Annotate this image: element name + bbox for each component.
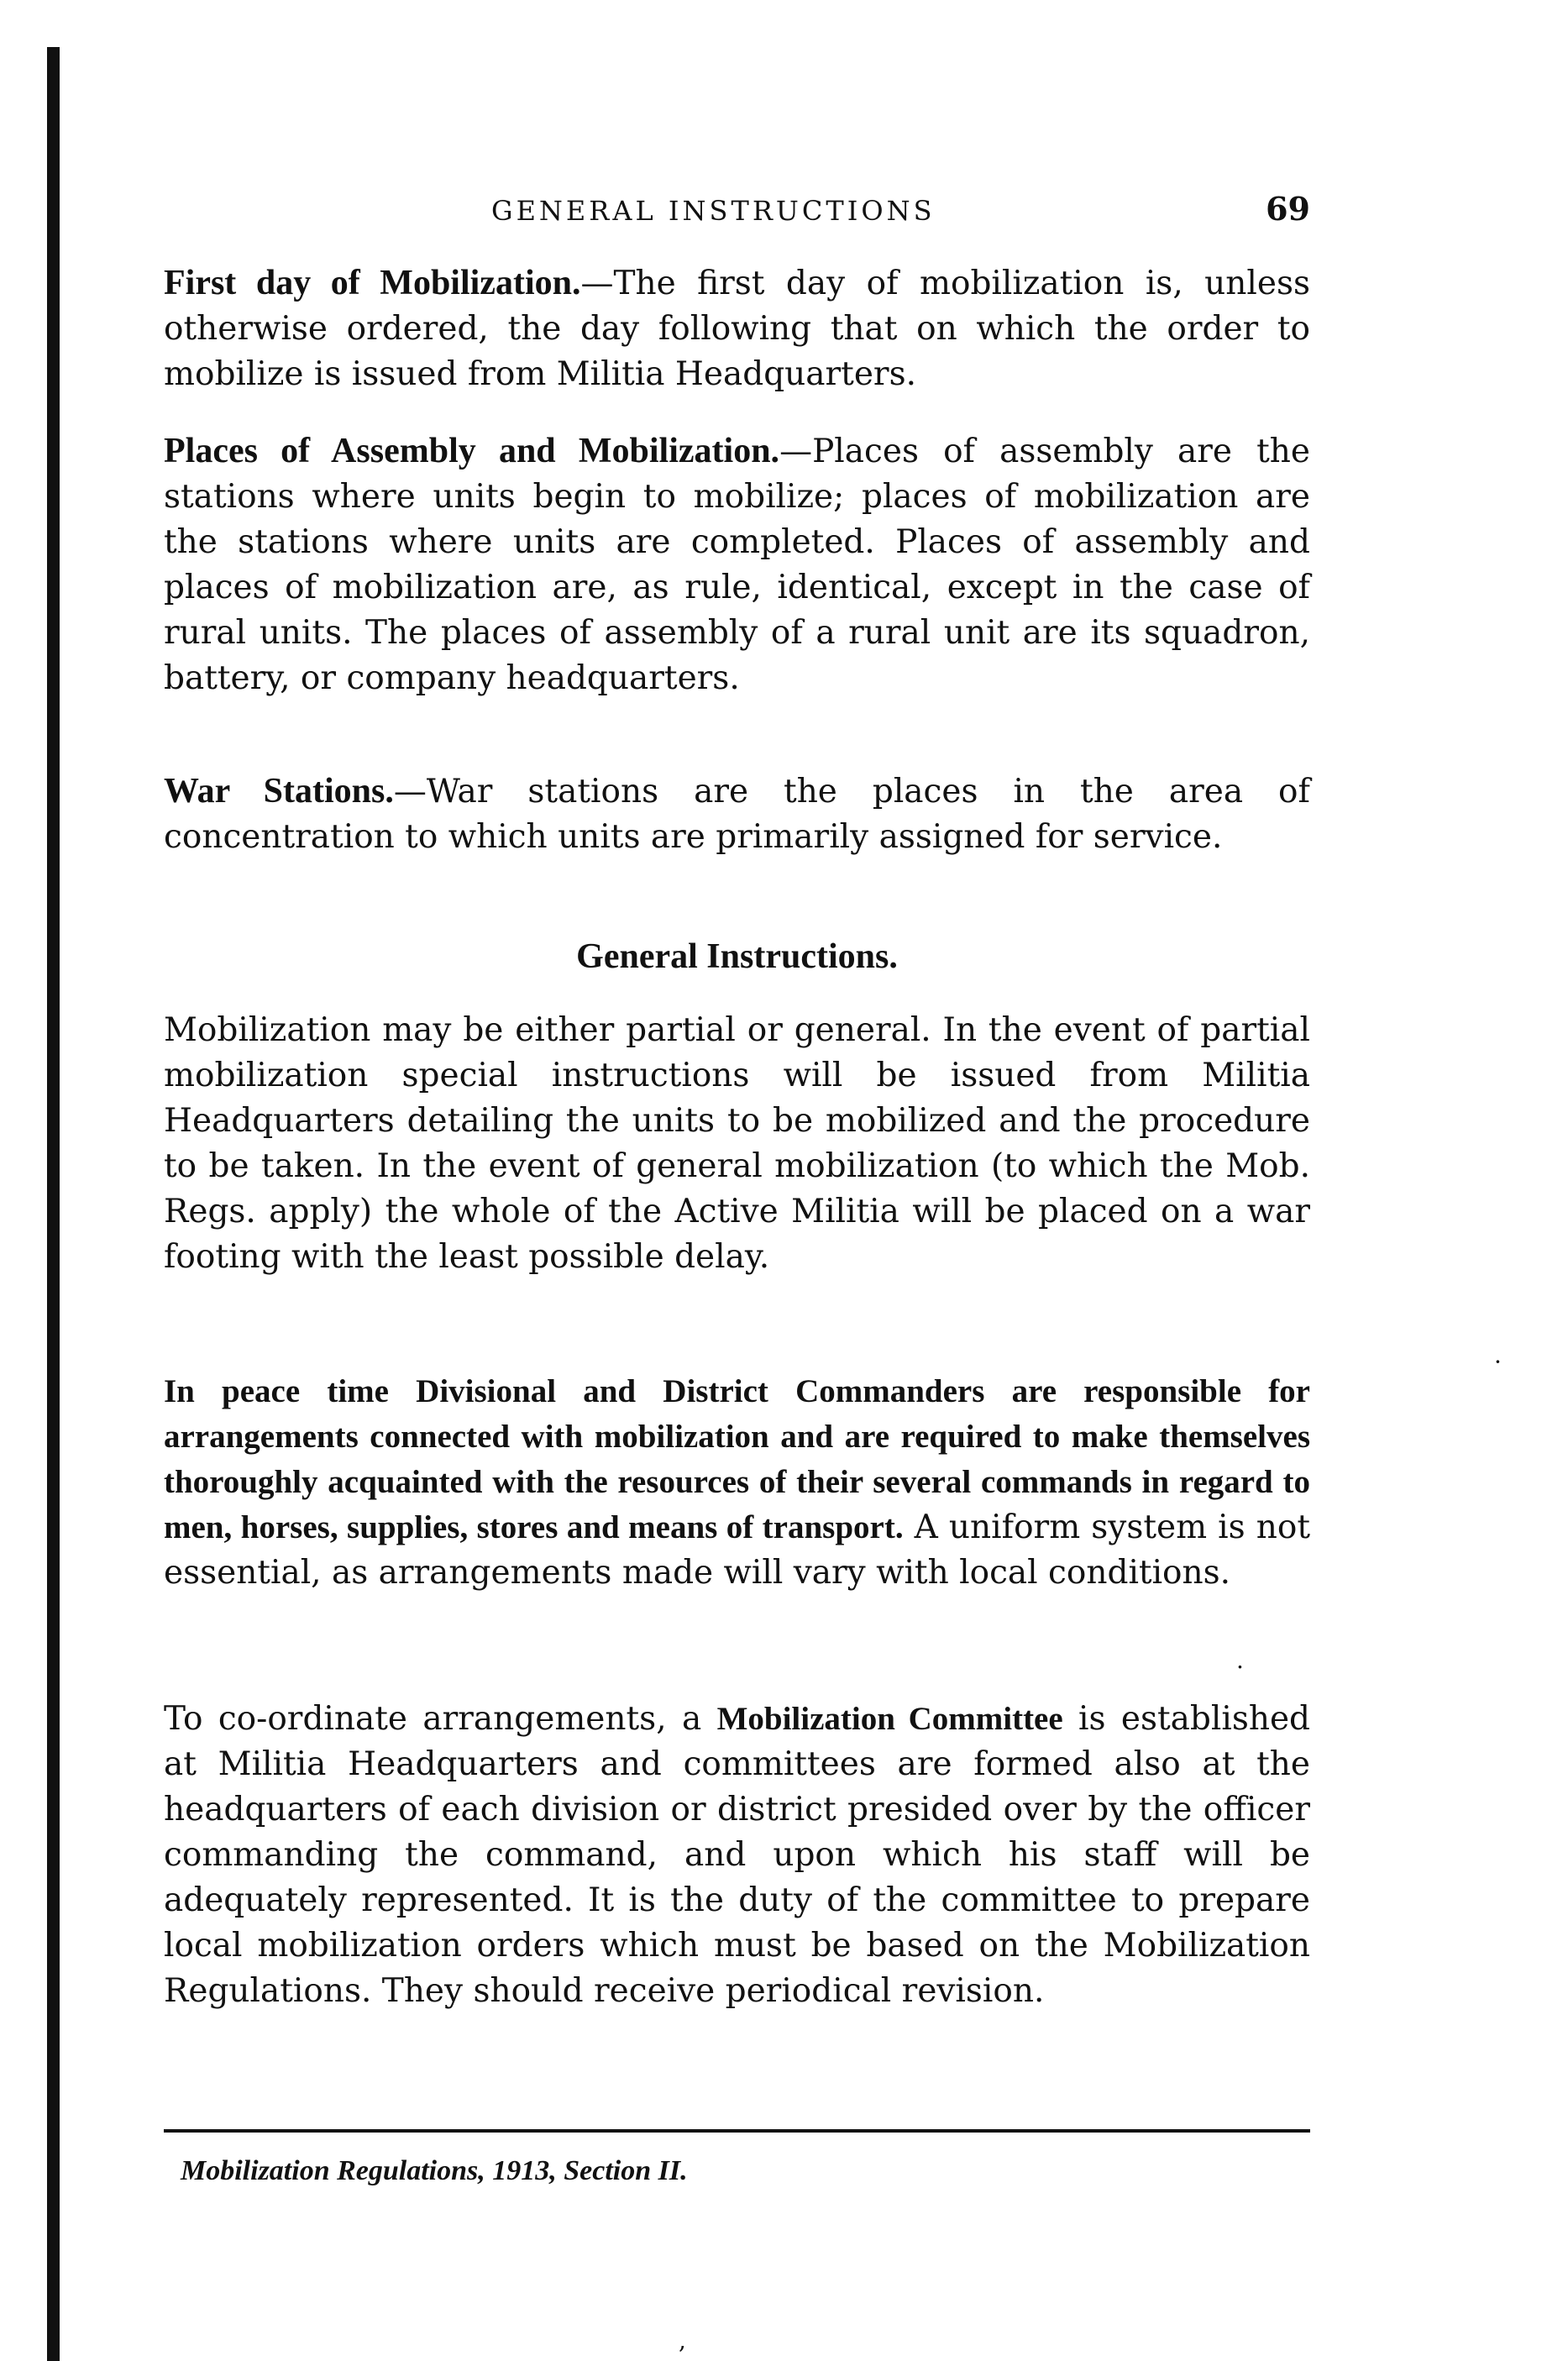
paragraph-bold-part: In peace time Divisional and District Commanders are responsible for arrangements connected with mobilization and are required to make themselves thoroughly acquainted with the resources of their several commands in regard to men, horses, supplies, stores and means of transport. (164, 1373, 1310, 1545)
definition-places-of-assembly (164, 428, 1310, 701)
page-number: 69 (1266, 190, 1310, 228)
definition-term: Places of Assembly and Mobilization. (164, 432, 780, 470)
stray-print-mark: · (1494, 1348, 1502, 1376)
page-header (164, 190, 1310, 235)
definition-text: —War stations are the places in the area of concentration to which units are primarily assigned for service. (164, 773, 1310, 856)
footnote-divider (164, 2129, 1310, 2133)
definition-text: —The first day of mobilization is, unless otherwise ordered, the day following that on which the order to mobilize is issued from Militia Headquarters. (164, 265, 1310, 393)
stray-print-mark: , (679, 2327, 686, 2354)
footnote: Mobilization Regulations, 1913, Section II. (181, 2155, 688, 2186)
paragraph-bold-term: Mobilization Committee (716, 1701, 1063, 1737)
definition-text: —Places of assembly are the stations where units begin to mobilize; places of mobilization are the stations where units are completed. Places of assembly and places of mobilization are, as rule, identical, except in the case of rural units. The places of assembly of a rural unit are its squadron, battery, or company headquarters. (164, 433, 1310, 697)
definition-term: War Stations. (164, 772, 394, 811)
definition-term: First day of Mobilization. (164, 264, 581, 302)
page-binding-rule (47, 47, 60, 2361)
paragraph-part-b: is established at Militia Headquarters and committees are formed also at the headquarters of each division or district presided over by the officer commanding the command, and upon which his staff will be adequately represented. It is the duty of the committee to prepare local mobilization orders which must be based on the Mobilization Regulations. They should receive periodical revision. (164, 1700, 1311, 2010)
stray-print-mark: . (1236, 1646, 1244, 1674)
paragraph-peace-time (164, 1369, 1310, 1596)
running-title: GENERAL INSTRUCTIONS (491, 195, 936, 227)
section-heading: General Instructions. (576, 937, 898, 976)
paragraph-regular-part: A uniform system is not essential, as arrangements made will vary with local conditions. (164, 1508, 1310, 1592)
paragraph-part-a: To co-ordinate arrangements, a (164, 1700, 717, 1738)
definition-first-day (164, 260, 1310, 397)
paragraph-partial-general: Mobilization may be either partial or general. In the event of partial mobilization special instructions will be issued from Militia Headquarters detailing the units to be mobilized and the procedure to be taken. In the event of general mobilization (to which the Mob. Regs. apply) the whole of the Active Militia will be placed on a war footing with the least possible delay. (164, 1011, 1310, 1276)
definition-war-stations (164, 769, 1310, 860)
paragraph-committee (164, 1697, 1310, 2014)
